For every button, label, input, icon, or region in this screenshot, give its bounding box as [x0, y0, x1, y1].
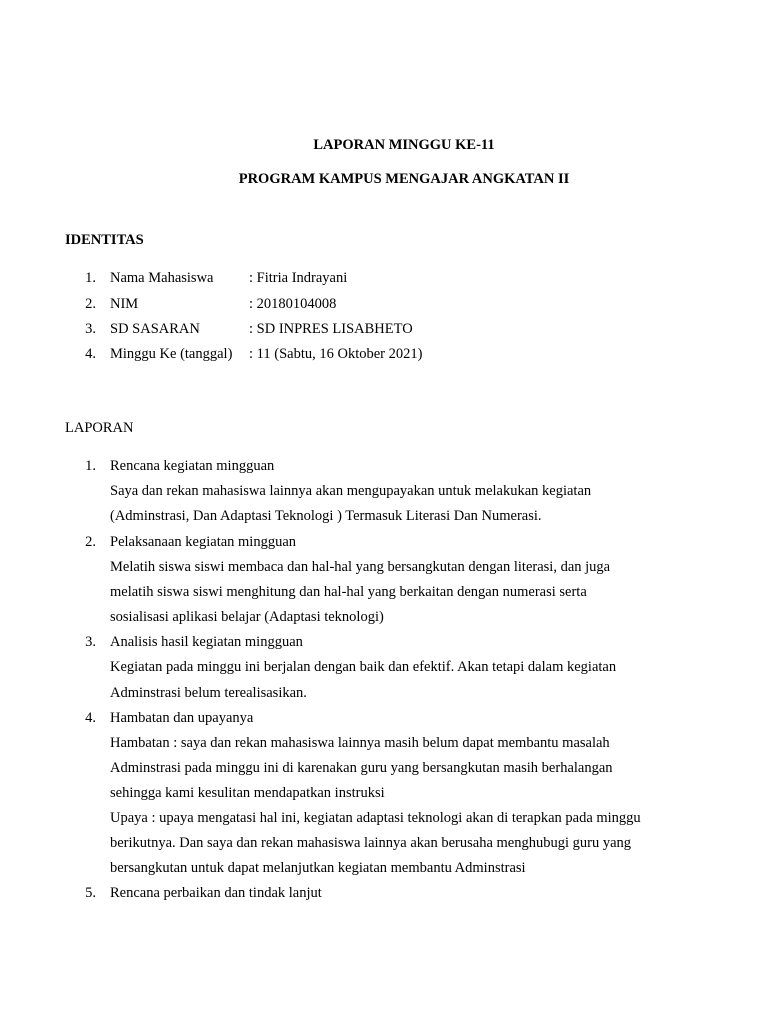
item-text-line: sehingga kami kesulitan mendapatkan instruksi — [110, 785, 385, 801]
list-number: 3. — [85, 321, 96, 337]
item-text-line: Hambatan : saya dan rekan mahasiswa lainnya masih belum dapat membantu masalah — [110, 735, 610, 751]
list-number: 4. — [85, 346, 96, 362]
field-label: Nama Mahasiswa — [110, 270, 214, 286]
item-text-line: Kegiatan pada minggu ini berjalan dengan baik dan efektif. Akan tetapi dalam kegiatan — [110, 659, 617, 675]
identitas-heading: IDENTITAS — [65, 232, 144, 248]
item-text-line: (Adminstrasi, Dan Adaptasi Teknologi ) Termasuk Literasi Dan Numerasi. — [110, 508, 542, 524]
item-text-line: Adminstrasi belum terealisasikan. — [110, 685, 307, 701]
item-heading: Analisis hasil kegiatan mingguan — [110, 634, 303, 650]
field-value: : 20180104008 — [249, 296, 337, 312]
item-text-line: berikutnya. Dan saya dan rekan mahasiswa lainnya akan berusaha menghubugi guru yang — [110, 835, 632, 851]
laporan-heading: LAPORAN — [65, 420, 134, 436]
field-label: NIM — [110, 296, 139, 312]
field-label: Minggu Ke (tanggal) — [110, 346, 233, 362]
identitas-row-minggu — [0, 346, 768, 366]
list-number: 2. — [85, 296, 96, 312]
identitas-row-nama — [0, 270, 768, 290]
list-number: 3. — [85, 634, 96, 650]
item-text-line: melatih siswa siswi menghitung dan hal-hal yang berkaitan dengan numerasi serta — [110, 584, 587, 600]
item-text-line: Upaya : upaya mengatasi hal ini, kegiatan adaptasi teknologi akan di terapkan pada minggu — [110, 810, 641, 826]
item-heading: Hambatan dan upayanya — [110, 710, 254, 726]
field-value: : 11 (Sabtu, 16 Oktober 2021) — [249, 346, 423, 362]
item-text-line: sosialisasi aplikasi belajar (Adaptasi teknologi) — [110, 609, 384, 625]
item-text-line: Saya dan rekan mahasiswa lainnya akan mengupayakan untuk melakukan kegiatan — [110, 483, 592, 499]
item-text-line: Adminstrasi pada minggu ini di karenakan guru yang bersangkutan masih berhalangan — [110, 760, 613, 776]
list-number: 1. — [85, 270, 96, 286]
document-subtitle: PROGRAM KAMPUS MENGAJAR ANGKATAN II — [238, 171, 570, 187]
document-title: LAPORAN MINGGU KE-11 — [313, 137, 495, 153]
field-value: : SD INPRES LISABHETO — [249, 321, 413, 337]
item-text-line: bersangkutan untuk dapat melanjutkan kegiatan membantu Adminstrasi — [110, 860, 526, 876]
item-heading: Rencana kegiatan mingguan — [110, 458, 275, 474]
item-heading: Rencana perbaikan dan tindak lanjut — [110, 885, 322, 901]
list-number: 4. — [85, 710, 96, 726]
list-number: 5. — [85, 885, 96, 901]
item-text-line: Melatih siswa siswi membaca dan hal-hal yang bersangkutan dengan literasi, dan juga — [110, 559, 611, 575]
identitas-row-nim — [0, 296, 768, 316]
identitas-row-sd — [0, 321, 768, 341]
list-number: 2. — [85, 534, 96, 550]
list-number: 1. — [85, 458, 96, 474]
field-value: : Fitria Indrayani — [249, 270, 348, 286]
field-label: SD SASARAN — [110, 321, 200, 337]
item-heading: Pelaksanaan kegiatan mingguan — [110, 534, 297, 550]
